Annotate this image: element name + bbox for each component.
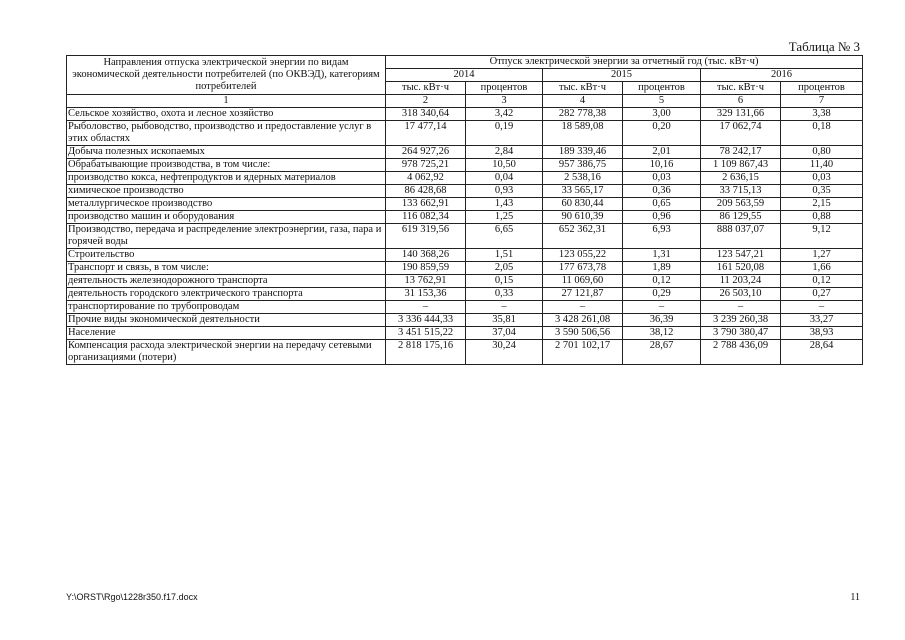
table-cell: 18 589,08 — [543, 121, 623, 146]
row-category: Компенсация расхода электрической энергии на передачу сетевыми организациями (потери) — [67, 340, 386, 365]
row-category: химическое производство — [67, 185, 386, 198]
header-year-2016: 2016 — [701, 69, 863, 82]
row-category: транспортирование по трубопроводам — [67, 301, 386, 314]
table-title: Таблица № 3 — [788, 39, 860, 54]
table-cell: 2 788 436,09 — [701, 340, 781, 365]
table-row — [67, 185, 863, 198]
table-cell: 1 109 867,43 — [701, 159, 781, 172]
table-cell: 978 725,21 — [386, 159, 466, 172]
table-cell: 3 790 380,47 — [701, 327, 781, 340]
table-cell: 26 503,10 — [701, 288, 781, 301]
header-group: Отпуск электрической энергии за отчетный год (тыс. кВт·ч) — [386, 56, 863, 69]
row-category: Обрабатывающие производства, в том числе: — [67, 159, 386, 172]
header-unit: процентов — [781, 82, 863, 95]
table-row — [67, 121, 863, 146]
table-cell: 4 062,92 — [386, 172, 466, 185]
row-category: производство машин и оборудования — [67, 211, 386, 224]
table-cell: 28,64 — [781, 340, 863, 365]
table-row — [67, 288, 863, 301]
table-cell: – — [701, 301, 781, 314]
page-number: 11 — [850, 592, 860, 603]
table-row — [67, 198, 863, 211]
header-unit: тыс. кВт·ч — [701, 82, 781, 95]
table-cell: 33,27 — [781, 314, 863, 327]
table-row — [67, 301, 863, 314]
table-cell: 318 340,64 — [386, 108, 466, 121]
table-row — [67, 262, 863, 275]
table-row — [67, 172, 863, 185]
table-cell: 17 477,14 — [386, 121, 466, 146]
table-cell: 38,12 — [623, 327, 701, 340]
table-cell: 6,93 — [623, 224, 701, 249]
table-cell: 11 069,60 — [543, 275, 623, 288]
row-category: Строительство — [67, 249, 386, 262]
table-cell: 888 037,07 — [701, 224, 781, 249]
table-row — [67, 146, 863, 159]
table-row — [67, 249, 863, 262]
table-cell: 37,04 — [466, 327, 543, 340]
table-cell: 619 319,56 — [386, 224, 466, 249]
electricity-supply-table — [66, 55, 863, 365]
table-cell: 2 701 102,17 — [543, 340, 623, 365]
row-category: деятельность городского электрического транспорта — [67, 288, 386, 301]
row-category: Транспорт и связь, в том числе: — [67, 262, 386, 275]
table-cell: 3 239 260,38 — [701, 314, 781, 327]
table-cell: 957 386,75 — [543, 159, 623, 172]
table-cell: 3,42 — [466, 108, 543, 121]
table-cell: 2,05 — [466, 262, 543, 275]
table-cell: 60 830,44 — [543, 198, 623, 211]
table-cell: 133 662,91 — [386, 198, 466, 211]
table-cell: 264 927,26 — [386, 146, 466, 159]
table-cell: – — [466, 301, 543, 314]
row-category: Производство, передача и распределение электроэнергии, газа, пара и горячей воды — [67, 224, 386, 249]
table-cell: 0,12 — [623, 275, 701, 288]
header-category: Направления отпуска электрической энергии по видам экономической деятельности потребителей (по ОКВЭД), категориям потребителей — [67, 56, 386, 95]
table-cell: 28,67 — [623, 340, 701, 365]
table-cell: 0,93 — [466, 185, 543, 198]
table-cell: 36,39 — [623, 314, 701, 327]
table-row — [67, 159, 863, 172]
table-cell: 0,18 — [781, 121, 863, 146]
table-row — [67, 108, 863, 121]
table-cell: 33 565,17 — [543, 185, 623, 198]
table-cell: 11,40 — [781, 159, 863, 172]
table-cell: 2 636,15 — [701, 172, 781, 185]
table-cell: 35,81 — [466, 314, 543, 327]
table-cell: 0,12 — [781, 275, 863, 288]
row-category: Население — [67, 327, 386, 340]
table-row — [67, 211, 863, 224]
row-category: производство кокса, нефтепродуктов и ядерных материалов — [67, 172, 386, 185]
column-number: 1 — [67, 95, 386, 108]
table-cell: 1,31 — [623, 249, 701, 262]
table-cell: 3,00 — [623, 108, 701, 121]
header-unit: процентов — [466, 82, 543, 95]
table-cell: 0,35 — [781, 185, 863, 198]
table-cell: 11 203,24 — [701, 275, 781, 288]
table-cell: – — [543, 301, 623, 314]
table-body — [67, 108, 863, 365]
table-cell: 0,15 — [466, 275, 543, 288]
table-cell: 0,65 — [623, 198, 701, 211]
table-cell: 0,04 — [466, 172, 543, 185]
table-cell: 2,01 — [623, 146, 701, 159]
table-cell: 0,03 — [781, 172, 863, 185]
table-cell: 209 563,59 — [701, 198, 781, 211]
table-cell: 0,19 — [466, 121, 543, 146]
table-cell: 1,25 — [466, 211, 543, 224]
table-cell: 2 818 175,16 — [386, 340, 466, 365]
table-cell: 0,36 — [623, 185, 701, 198]
table-cell: 1,43 — [466, 198, 543, 211]
table-cell: 13 762,91 — [386, 275, 466, 288]
column-number: 7 — [781, 95, 863, 108]
row-category: Сельское хозяйство, охота и лесное хозяйство — [67, 108, 386, 121]
column-number: 2 — [386, 95, 466, 108]
column-number: 3 — [466, 95, 543, 108]
table-cell: 3,38 — [781, 108, 863, 121]
table-row — [67, 275, 863, 288]
footer-file-path: Y:\ORST\Rgo\1228r350.f17.docx — [66, 592, 198, 602]
column-number: 4 — [543, 95, 623, 108]
table-cell: 0,27 — [781, 288, 863, 301]
table-cell: 652 362,31 — [543, 224, 623, 249]
table-cell: 17 062,74 — [701, 121, 781, 146]
header-unit: процентов — [623, 82, 701, 95]
table-cell: – — [623, 301, 701, 314]
table-cell: 1,89 — [623, 262, 701, 275]
header-unit: тыс. кВт·ч — [386, 82, 466, 95]
table-cell: 0,20 — [623, 121, 701, 146]
table-cell: 177 673,78 — [543, 262, 623, 275]
table-cell: 0,96 — [623, 211, 701, 224]
table-cell: 86 129,55 — [701, 211, 781, 224]
header-year-2015: 2015 — [543, 69, 701, 82]
table-row — [67, 314, 863, 327]
table-cell: 1,51 — [466, 249, 543, 262]
header-unit: тыс. кВт·ч — [543, 82, 623, 95]
table-cell: 3 336 444,33 — [386, 314, 466, 327]
table-cell: 190 859,59 — [386, 262, 466, 275]
table-cell: 10,16 — [623, 159, 701, 172]
table-cell: 9,12 — [781, 224, 863, 249]
table-cell: 3 590 506,56 — [543, 327, 623, 340]
table-row — [67, 327, 863, 340]
table-cell: 3 428 261,08 — [543, 314, 623, 327]
table-cell: 27 121,87 — [543, 288, 623, 301]
table-cell: 329 131,66 — [701, 108, 781, 121]
table-cell: 123 547,21 — [701, 249, 781, 262]
table-cell: 1,27 — [781, 249, 863, 262]
table-cell: 0,33 — [466, 288, 543, 301]
table-cell: 123 055,22 — [543, 249, 623, 262]
table-cell: 2 538,16 — [543, 172, 623, 185]
table-cell: 0,29 — [623, 288, 701, 301]
header-year-2014: 2014 — [386, 69, 543, 82]
row-category: Прочие виды экономической деятельности — [67, 314, 386, 327]
table-cell: 1,66 — [781, 262, 863, 275]
table-cell: 0,88 — [781, 211, 863, 224]
table-cell: – — [386, 301, 466, 314]
column-number: 6 — [701, 95, 781, 108]
table-cell: 3 451 515,22 — [386, 327, 466, 340]
table-cell: 33 715,13 — [701, 185, 781, 198]
row-category: металлургическое производство — [67, 198, 386, 211]
table-row — [67, 340, 863, 365]
row-category: Добыча полезных ископаемых — [67, 146, 386, 159]
table-cell: 78 242,17 — [701, 146, 781, 159]
table-cell: 6,65 — [466, 224, 543, 249]
table-row — [67, 224, 863, 249]
table-cell: 116 082,34 — [386, 211, 466, 224]
table-cell: 90 610,39 — [543, 211, 623, 224]
table-cell: 38,93 — [781, 327, 863, 340]
table-cell: 30,24 — [466, 340, 543, 365]
row-category: Рыболовство, рыбоводство, производство и предоставление услуг в этих областях — [67, 121, 386, 146]
table-cell: 31 153,36 — [386, 288, 466, 301]
table-cell: 2,15 — [781, 198, 863, 211]
table-cell: 161 520,08 — [701, 262, 781, 275]
table-cell: 140 368,26 — [386, 249, 466, 262]
table-cell: – — [781, 301, 863, 314]
table-cell: 2,84 — [466, 146, 543, 159]
table-cell: 282 778,38 — [543, 108, 623, 121]
row-category: деятельность железнодорожного транспорта — [67, 275, 386, 288]
table-cell: 0,80 — [781, 146, 863, 159]
table-cell: 86 428,68 — [386, 185, 466, 198]
table-cell: 0,03 — [623, 172, 701, 185]
column-number: 5 — [623, 95, 701, 108]
table-cell: 189 339,46 — [543, 146, 623, 159]
table-cell: 10,50 — [466, 159, 543, 172]
